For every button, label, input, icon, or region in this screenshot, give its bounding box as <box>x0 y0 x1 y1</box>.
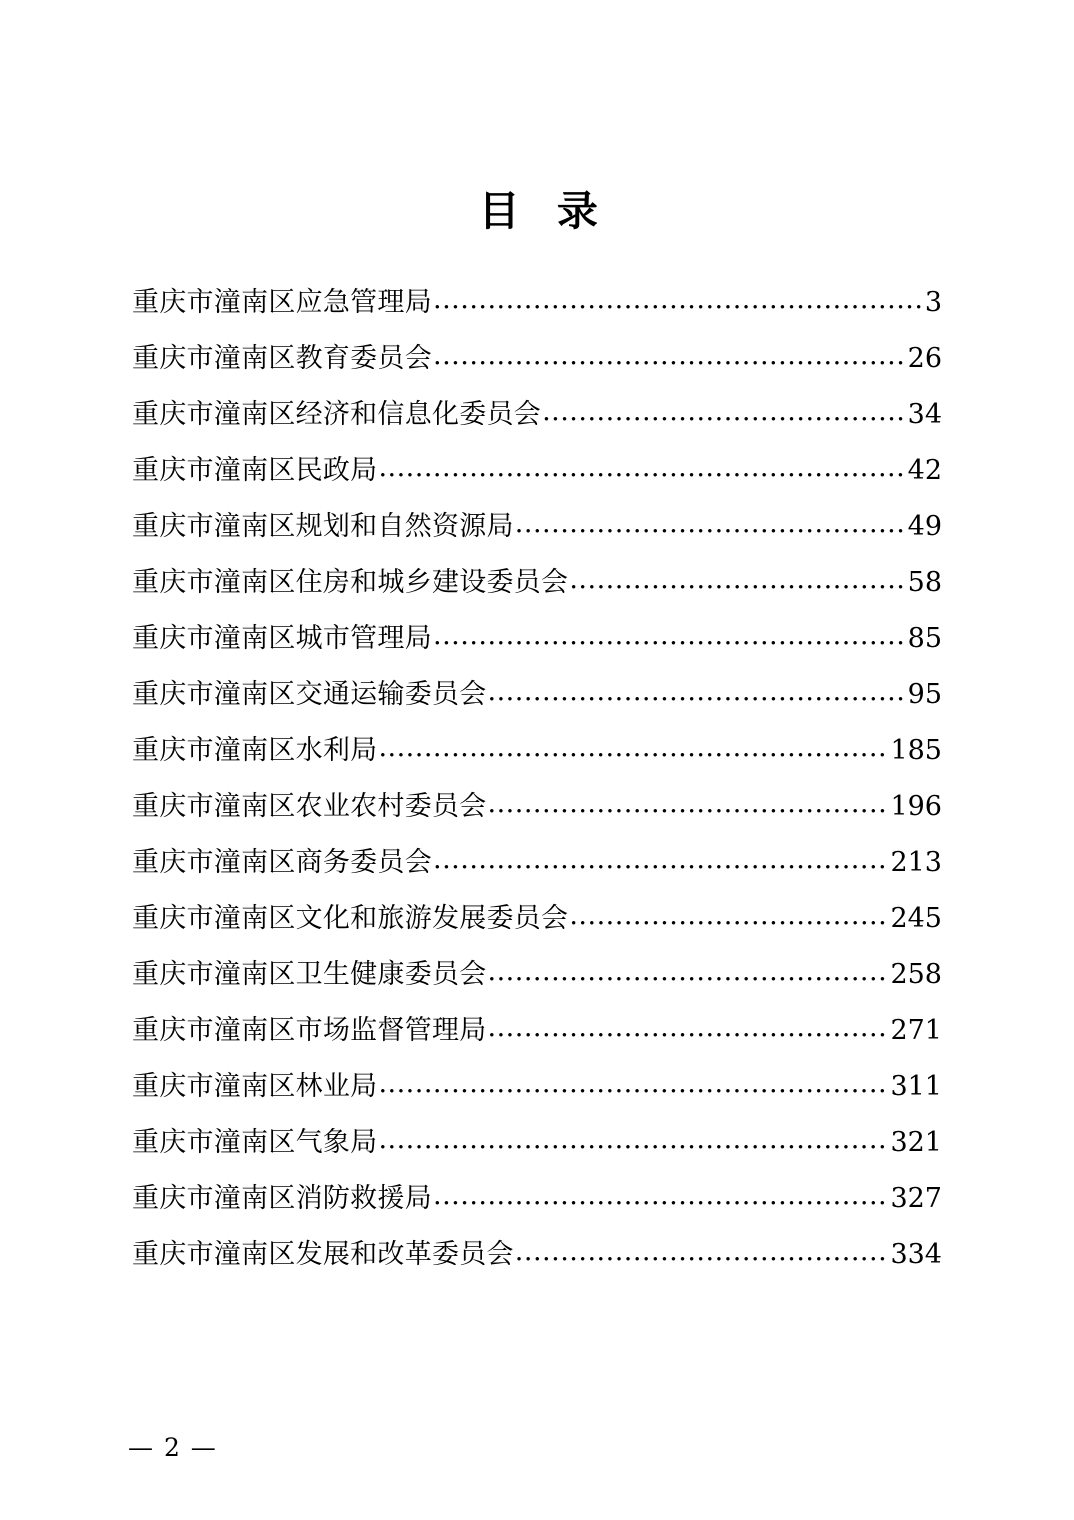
list-item[interactable] <box>0 401 1074 457</box>
toc-entry-page: 85 <box>907 623 942 654</box>
dot-leader <box>569 566 906 593</box>
toc-entry-label: 重庆市潼南区交通运输委员会 <box>132 679 487 710</box>
list-item[interactable] <box>0 737 1074 793</box>
list-item[interactable] <box>0 289 1074 345</box>
dot-leader <box>378 1126 889 1153</box>
toc-entry-page: 26 <box>907 343 942 374</box>
list-item[interactable] <box>0 1185 1074 1241</box>
toc-entry-label: 重庆市潼南区林业局 <box>132 1071 378 1102</box>
toc-entry-page: 49 <box>907 511 942 542</box>
dot-leader <box>488 958 890 985</box>
toc-entry-label: 重庆市潼南区卫生健康委员会 <box>132 959 487 990</box>
footer-page-number: — 2 — <box>128 1433 218 1462</box>
dot-leader <box>378 734 889 761</box>
toc-entry-label: 重庆市潼南区经济和信息化委员会 <box>132 399 542 430</box>
page-title: 目 录 <box>478 187 610 235</box>
toc-entry-label: 重庆市潼南区商务委员会 <box>132 847 432 878</box>
toc-entry-page: 258 <box>890 959 942 990</box>
table-of-contents <box>0 289 1074 1297</box>
dot-leader <box>488 790 890 817</box>
list-item[interactable] <box>0 569 1074 625</box>
dot-leader <box>488 678 907 705</box>
toc-entry-label: 重庆市潼南区消防救援局 <box>132 1183 432 1214</box>
toc-entry-page: 334 <box>890 1239 942 1270</box>
list-item[interactable] <box>0 625 1074 681</box>
toc-entry-label: 重庆市潼南区发展和改革委员会 <box>132 1239 514 1270</box>
toc-entry-page: 34 <box>907 399 942 430</box>
toc-entry-label: 重庆市潼南区民政局 <box>132 455 378 486</box>
list-item[interactable] <box>0 905 1074 961</box>
dot-leader <box>378 1070 889 1097</box>
toc-entry-page: 95 <box>907 679 942 710</box>
toc-entry-page: 321 <box>890 1127 942 1158</box>
list-item[interactable] <box>0 793 1074 849</box>
toc-entry-page: 42 <box>907 455 942 486</box>
toc-entry-page: 58 <box>907 567 942 598</box>
list-item[interactable] <box>0 1073 1074 1129</box>
dot-leader <box>433 286 924 313</box>
toc-entry-page: 213 <box>890 847 942 878</box>
dot-leader <box>488 1014 890 1041</box>
toc-entry-page: 3 <box>924 287 942 318</box>
toc-entry-label: 重庆市潼南区规划和自然资源局 <box>132 511 514 542</box>
list-item[interactable] <box>0 1129 1074 1185</box>
list-item[interactable] <box>0 513 1074 569</box>
list-item[interactable] <box>0 849 1074 905</box>
dot-leader <box>433 846 889 873</box>
dot-leader <box>569 902 889 929</box>
toc-entry-label: 重庆市潼南区文化和旅游发展委员会 <box>132 903 569 934</box>
list-item[interactable] <box>0 961 1074 1017</box>
toc-entry-page: 245 <box>890 903 942 934</box>
toc-entry-label: 重庆市潼南区气象局 <box>132 1127 378 1158</box>
toc-entry-label: 重庆市潼南区水利局 <box>132 735 378 766</box>
toc-entry-page: 327 <box>890 1183 942 1214</box>
dot-leader <box>542 398 907 425</box>
list-item[interactable] <box>0 457 1074 513</box>
toc-entry-label: 重庆市潼南区住房和城乡建设委员会 <box>132 567 569 598</box>
dot-leader <box>433 1182 889 1209</box>
toc-entry-page: 196 <box>890 791 942 822</box>
dot-leader <box>515 1238 890 1265</box>
list-item[interactable] <box>0 681 1074 737</box>
dot-leader <box>433 342 907 369</box>
toc-entry-label: 重庆市潼南区市场监督管理局 <box>132 1015 487 1046</box>
toc-entry-label: 重庆市潼南区教育委员会 <box>132 343 432 374</box>
toc-entry-label: 重庆市潼南区应急管理局 <box>132 287 432 318</box>
toc-entry-label: 重庆市潼南区农业农村委员会 <box>132 791 487 822</box>
toc-entry-page: 185 <box>890 735 942 766</box>
dot-leader <box>433 622 907 649</box>
dot-leader <box>378 454 906 481</box>
list-item[interactable] <box>0 345 1074 401</box>
dot-leader <box>515 510 907 537</box>
list-item[interactable] <box>0 1017 1074 1073</box>
toc-entry-page: 311 <box>890 1071 942 1102</box>
list-item[interactable] <box>0 1241 1074 1297</box>
toc-entry-page: 271 <box>890 1015 942 1046</box>
toc-entry-label: 重庆市潼南区城市管理局 <box>132 623 432 654</box>
